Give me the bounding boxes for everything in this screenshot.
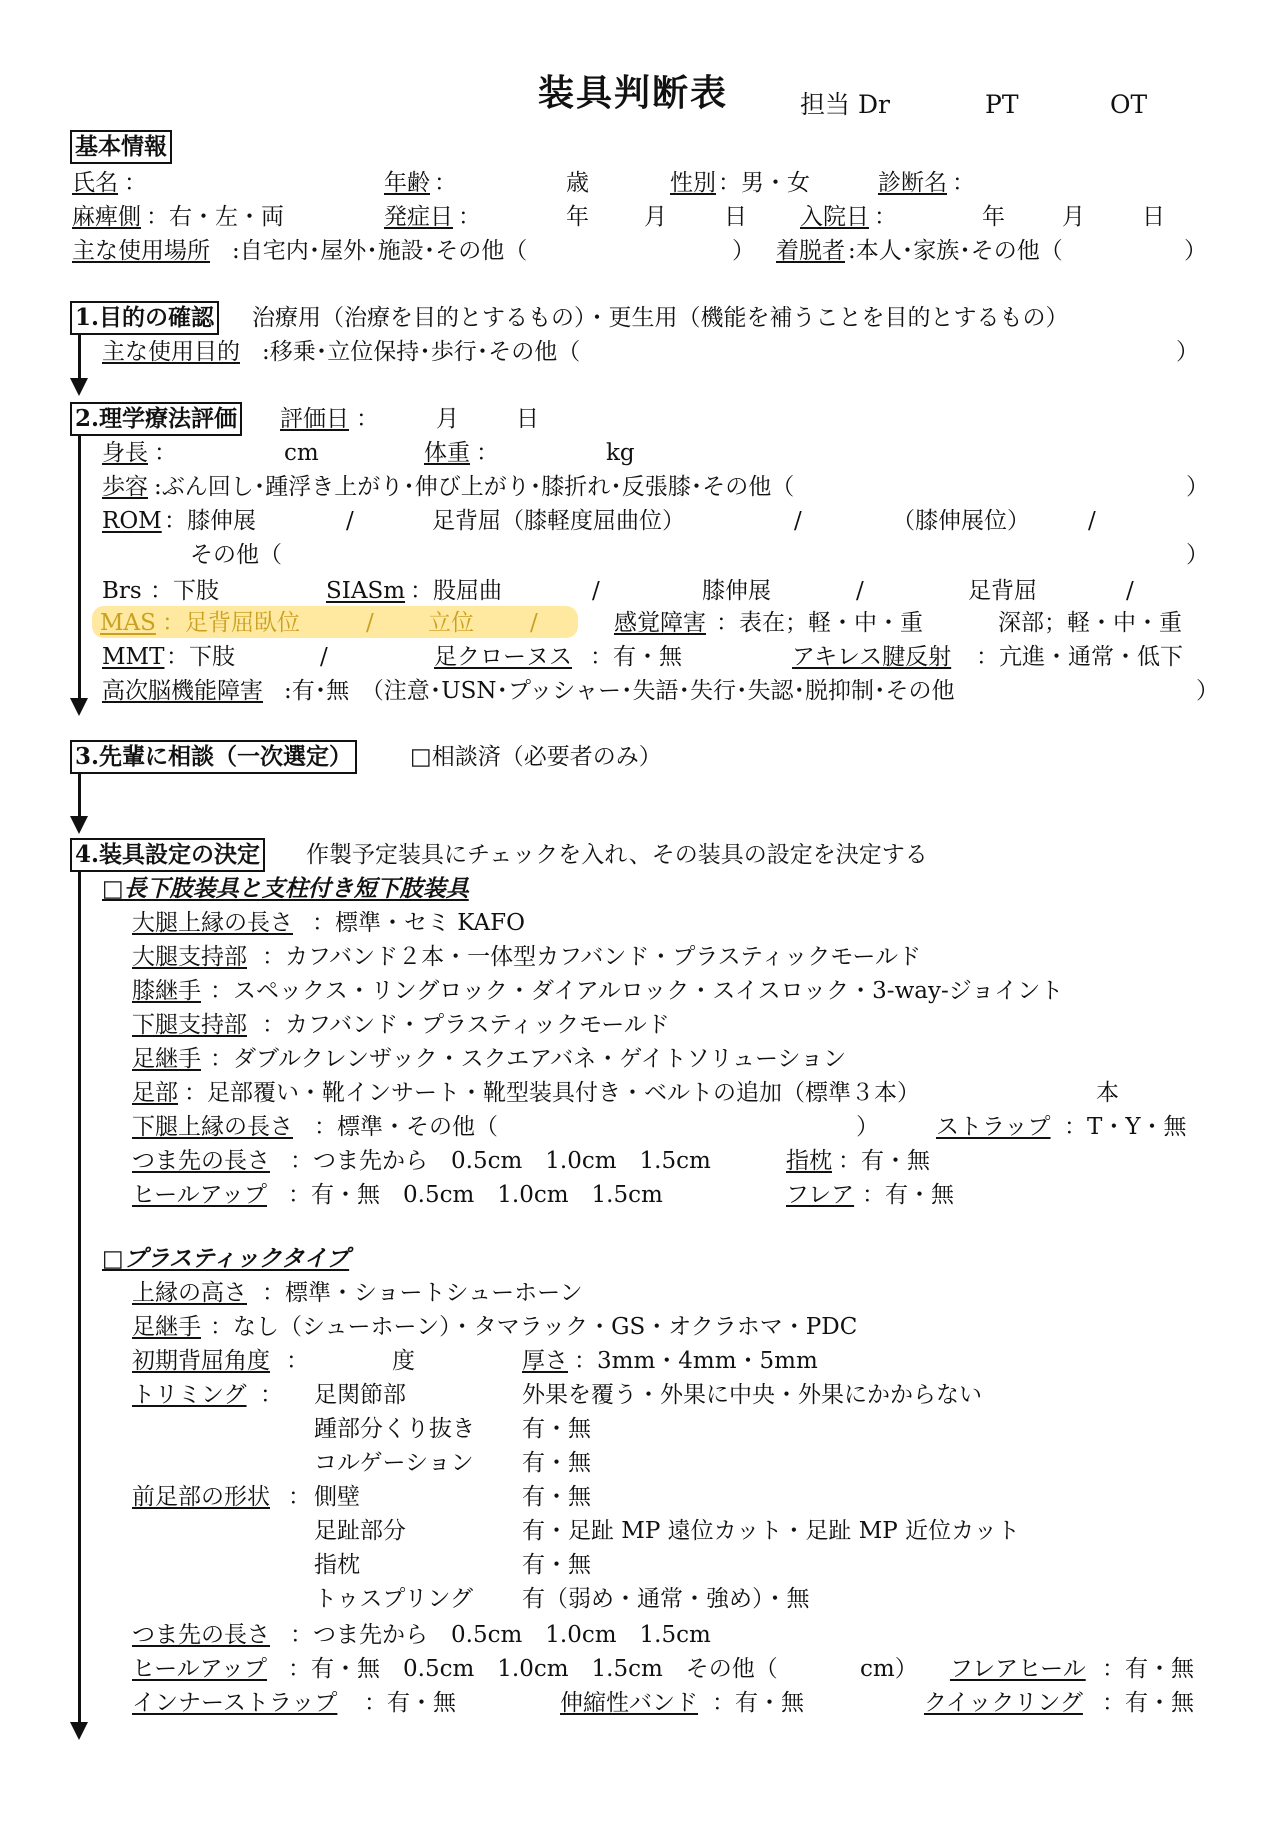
fore-toe-spring-options: 有（弱め・通常・強め）・無 [522,1586,810,1612]
fore-pillow: 指枕 [314,1552,360,1578]
toe-length-label: つま先の長さ [132,1148,270,1174]
place-options: :自宅内･屋外･施設･その他（ [232,238,528,264]
trim-ankle: 足関節部 [314,1382,406,1408]
plastic-ankle-label: 足継手 [132,1314,201,1340]
inner-strap-label: インナーストラップ [132,1690,338,1716]
rom-knee: ：膝伸展 [164,508,256,534]
mas-value: ：足背屈臥位 [162,610,300,636]
flare-heel-label: フレアヒール [950,1656,1086,1682]
mmt-value: ：下肢 [166,644,235,670]
leg-length-paren-close: ） [856,1114,879,1140]
paralysis-label: 麻痺側 [72,204,141,230]
siasm-hip-slash: / [592,578,600,604]
flow-arrow-2-icon [70,698,88,716]
section-2-pt-eval: 2.理学療法評価 [70,402,242,436]
leg-length-options: ：標準・その他（ [314,1114,498,1140]
rom-ankle: 足背屈（膝軽度屈曲位） [432,508,685,534]
initial-angle-label: 初期背屈角度 [132,1348,270,1374]
eval-month: 月 [436,406,459,432]
consulted-checkbox-text[interactable]: □相談済（必要者のみ） [410,744,662,770]
fore-sidewall: 側壁 [314,1484,360,1510]
eval-day: 日 [516,406,539,432]
rom-knee-slash: / [346,508,354,534]
higher-brain-options: :有･無 （注意･USN･プッシャー･失語･失行･失認･脱抑制･その他 [284,678,955,704]
thigh-support-label: 大腿支持部 [132,944,247,970]
brs-value: ：下肢 [150,578,219,604]
thickness-options: ：3mm・4mm・5mm [574,1348,818,1374]
siasm-knee: 膝伸展 [702,578,771,604]
forefoot-label: 前足部の形状 [132,1484,270,1510]
plastic-ankle-options: ：なし（シューホーン）・タマラック・GS・オクラホマ・PDC [210,1314,858,1340]
fore-toe-options: 有・足趾 MP 遠位カット・足趾 MP 近位カット [522,1518,1020,1544]
onset-month: 月 [644,204,667,230]
admission-day: 日 [1142,204,1165,230]
thickness-label: 厚さ [522,1348,568,1374]
height-label: 身長 [102,440,148,466]
diagnosis-colon: ： [952,170,975,196]
plastic-type-title[interactable]: □プラスティックタイプ [102,1245,350,1272]
strap-label: ストラップ [936,1114,1051,1140]
higher-brain-label: 高次脳機能障害 [102,678,263,704]
admission-month: 月 [1062,204,1085,230]
place-label: 主な使用場所 [72,238,210,264]
mas-label: MAS [100,610,156,636]
top-height-label: 上縁の高さ [132,1280,247,1306]
rom-ankle-ext-slash: / [1088,508,1096,534]
onset-year: 年 [566,204,589,230]
height-colon: ： [154,440,177,466]
gait-paren-close: ） [1186,474,1209,500]
settings-instruction: 作製予定装具にチェックを入れ、その装具の設定を決定する [306,842,928,868]
main-use-label: 主な使用目的 [102,339,240,365]
age-label: 年齢 [384,170,430,196]
foot-options: ：足部覆い・靴インサート・靴型装具付き・ベルトの追加（標準３本） [184,1080,920,1106]
flow-arrow-3-icon [70,816,88,834]
rom-other: その他（ [190,542,282,568]
plastic-toe-length-label: つま先の長さ [132,1622,270,1648]
siasm-ankle-slash: / [1126,578,1134,604]
plastic-heel-up-options: ：有・無 0.5cm 1.0cm 1.5cm その他（ [288,1656,778,1682]
admission-label: 入院日 [800,204,869,230]
staff-dr-label: 担当 Dr [800,90,890,119]
flow-line-3 [78,773,81,817]
donning-label: 着脱者 [776,238,845,264]
section-4-settings: 4.装具設定の決定 [70,838,265,872]
knee-joint-options: ：スペックス・リングロック・ダイアルロック・スイスロック・3-way-ジョイント [210,978,1064,1004]
gait-options: :ぶん回し･踵浮き上がり･伸び上がり･膝折れ･反張膝･その他（ [154,474,795,500]
trim-corrugation-options: 有・無 [522,1450,591,1476]
sex-label: 性別 [670,170,716,196]
flow-line-1 [78,334,81,378]
flow-line-4 [78,872,81,1724]
trim-heel: 踵部分くり抜き [314,1416,475,1442]
name-label: 氏名 [72,170,118,196]
trim-ankle-options: 外果を覆う・外果に中央・外果にかからない [522,1382,982,1408]
long-brace-title[interactable]: □長下肢装具と支柱付き短下肢装具 [102,875,469,902]
toe-pillow-label: 指枕 [786,1148,832,1174]
diagnosis-label: 診断名 [878,170,947,196]
leg-support-label: 下腿支持部 [132,1012,247,1038]
thigh-length-options: ：標準・セミ KAFO [312,910,525,936]
place-paren-close: ） [732,238,755,264]
trimming-colon: ： [260,1382,283,1408]
fore-pillow-options: 有・無 [522,1552,591,1578]
mas-slash-2: / [530,610,538,636]
name-colon: ： [124,170,147,196]
staff-pt-label: PT [985,90,1019,119]
flow-line-2 [78,434,81,698]
section-1-purpose: 1.目的の確認 [70,301,219,335]
toe-length-options: ：つま先から 0.5cm 1.0cm 1.5cm [290,1148,711,1174]
rom-ankle-slash: / [794,508,802,534]
main-use-paren-close: ） [1176,339,1199,365]
height-unit: cm [284,440,319,466]
age-unit: 歳 [566,170,589,196]
mas-standing: 立位 [428,610,474,636]
clonus-label: 足クローヌス [434,644,572,670]
ankle-joint-label: 足継手 [132,1046,201,1072]
paralysis-options: ：右・左・両 [146,204,284,230]
fore-toe-spring: トゥスプリング [314,1586,474,1612]
form-title: 装具判断表 [538,72,729,114]
foot-label: 足部 [132,1080,178,1106]
plastic-heel-up-label: ヒールアップ [132,1656,268,1682]
weight-label: 体重 [424,440,470,466]
donning-options: :本人･家族･その他（ [848,238,1063,264]
purpose-text: 治療用（治療を目的とするもの）・更生用（機能を補うことを目的とするもの） [252,305,1069,331]
sensory-label: 感覚障害 [614,610,706,636]
heel-up-label: ヒールアップ [132,1182,268,1208]
section-3-consult: 3.先輩に相談（一次選定） [70,740,357,774]
eval-date-colon: ： [356,406,379,432]
trimming-label: トリミング [132,1382,247,1408]
admission-year: 年 [982,204,1005,230]
age-colon: ： [434,170,457,196]
fore-sidewall-options: 有・無 [522,1484,591,1510]
thigh-length-label: 大腿上縁の長さ [132,910,293,936]
achilles-label: アキレス腱反射 [792,644,952,670]
trim-corrugation: コルゲーション [314,1450,474,1476]
main-use-options: :移乗･立位保持･歩行･その他（ [262,339,581,365]
achilles-options: ：亢進・通常・低下 [976,644,1183,670]
flow-arrow-1-icon [70,378,88,396]
quick-ring-label: クイックリング [924,1690,1083,1716]
staff-ot-label: OT [1110,90,1148,119]
section-basic-info: 基本情報 [70,130,172,164]
sensory-deep: 深部；軽・中・重 [998,610,1182,636]
plastic-heel-up-cm: cm） [860,1656,918,1682]
weight-unit: kg [606,440,635,466]
inner-strap-options: ：有・無 [364,1690,456,1716]
strap-options: ：T・Y・無 [1064,1114,1187,1140]
clonus-options: ：有・無 [590,644,682,670]
flare-heel-options: ：有・無 [1102,1656,1194,1682]
degree-unit: 度 [392,1348,415,1374]
top-height-options: ：標準・ショートシューホーン [262,1280,583,1306]
mmt-label: MMT [102,644,165,670]
mas-slash-1: / [366,610,374,636]
siasm-hip: ：股屈曲 [410,578,502,604]
flow-arrow-4-icon [70,1722,88,1740]
brs-label: Brs [102,578,142,604]
rom-other-paren-close: ） [1186,542,1209,568]
donning-paren-close: ） [1184,238,1207,264]
forefoot-colon: ： [288,1484,311,1510]
heel-up-options: ：有・無 0.5cm 1.0cm 1.5cm [288,1182,663,1208]
eval-date-label: 評価日 [280,406,349,432]
fore-toe: 足趾部分 [314,1518,406,1544]
mmt-slash: / [320,644,328,670]
flare-label: フレア [786,1182,855,1208]
knee-joint-label: 膝継手 [132,978,201,1004]
initial-angle-colon: ： [286,1348,309,1374]
gait-label: 歩容 [102,474,148,500]
quick-ring-options: ：有・無 [1102,1690,1194,1716]
foot-count-unit: 本 [1096,1080,1119,1106]
leg-support-options: ：カフバンド・プラスティックモールド [262,1012,670,1038]
siasm-label: SIASm [326,578,406,604]
admission-colon: ： [874,204,897,230]
sex-options: ：男・女 [718,170,810,196]
sensory-surface: ：表在；軽・中・重 [716,610,923,636]
thigh-support-options: ：カフバンド２本・一体型カフバンド・プラスティックモールド [262,944,921,970]
siasm-knee-slash: / [856,578,864,604]
onset-colon: ： [458,204,481,230]
trim-heel-options: 有・無 [522,1416,591,1442]
toe-pillow-options: ：有・無 [838,1148,930,1174]
elastic-band-options: ：有・無 [712,1690,804,1716]
weight-colon: ： [476,440,499,466]
rom-label: ROM [102,508,162,534]
plastic-toe-length-options: ：つま先から 0.5cm 1.0cm 1.5cm [290,1622,711,1648]
higher-brain-paren-close: ） [1196,678,1219,704]
elastic-band-label: 伸縮性バンド [560,1690,698,1716]
siasm-ankle: 足背屈 [968,578,1037,604]
leg-length-label: 下腿上縁の長さ [132,1114,293,1140]
flare-options: ：有・無 [862,1182,954,1208]
onset-day: 日 [724,204,747,230]
ankle-joint-options: ：ダブルクレンザック・スクエアバネ・ゲイトソリューション [210,1046,847,1072]
rom-ankle-ext: （膝伸展位） [892,508,1030,534]
onset-label: 発症日 [384,204,453,230]
